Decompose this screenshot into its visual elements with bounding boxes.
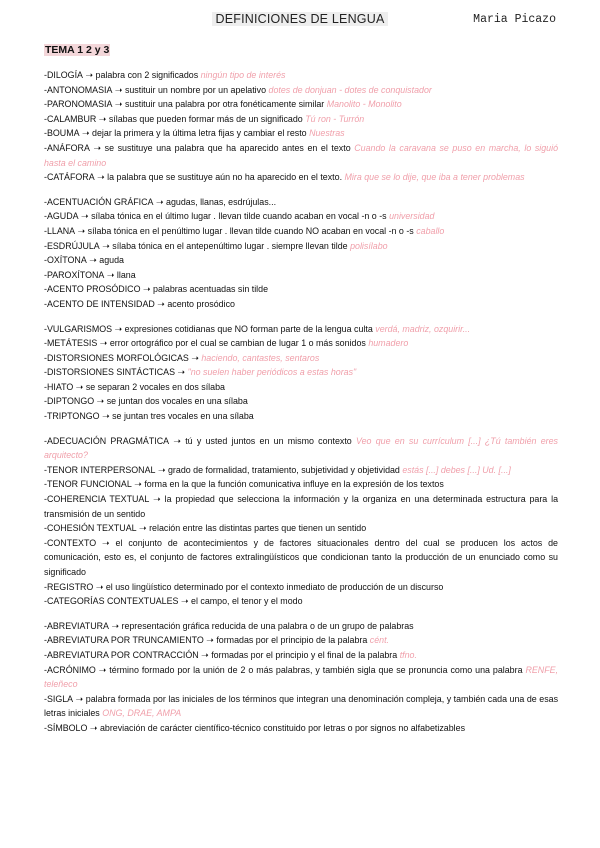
definition-entry xyxy=(44,594,558,609)
definition-example: dotes de donjuan - dotes de conquistador xyxy=(268,84,432,95)
definition-entry xyxy=(44,322,558,337)
definition-text: aguda xyxy=(99,255,124,266)
right-arrow-icon: ➝ xyxy=(95,664,110,675)
definition-term: -CONTEXTO xyxy=(44,537,97,548)
definition-text: tú y usted juntos en un mismo contexto xyxy=(185,435,352,446)
right-arrow-icon: ➝ xyxy=(79,128,93,139)
definition-group xyxy=(44,619,558,736)
definition-term: -ABREVIATURA POR TRUNCAMIENTO xyxy=(44,635,204,646)
definition-example: Veo que en su currículum [...] ¿Tú también eres arquitecto? xyxy=(44,435,558,461)
definition-term: -DISTORSIONES MORFOLÓGICAS xyxy=(44,352,189,363)
definition-entry xyxy=(44,619,558,634)
definition-entry xyxy=(44,83,558,98)
document-title: DEFINICIONES DE LENGUA xyxy=(0,12,600,26)
right-arrow-icon: ➝ xyxy=(82,70,96,80)
definition-sections xyxy=(44,68,558,736)
definition-entry xyxy=(44,692,558,721)
right-arrow-icon: ➝ xyxy=(178,596,192,607)
definition-text: la palabra que se sustituye aún no ha aparecido en el texto. xyxy=(107,172,343,183)
definition-term: -PARONOMASIA xyxy=(44,99,113,110)
definition-text: abreviación de carácter científico-técnico constituido por letras o por signos no alfabetizables xyxy=(99,722,466,733)
right-arrow-icon: ➝ xyxy=(140,284,154,295)
definition-term: -AGUDA xyxy=(44,211,79,222)
definition-entry xyxy=(44,580,558,595)
definition-example: ONG, DRAE, AMPA xyxy=(102,708,182,719)
right-arrow-icon: ➝ xyxy=(73,693,86,704)
definition-example: verdá, madriz, ozquirir... xyxy=(375,323,471,334)
definition-term: -TRIPTONGO xyxy=(44,411,100,422)
definition-text: agudas, llanas, esdrújulas... xyxy=(166,196,277,207)
definition-term: -CATÁFORA xyxy=(44,172,95,183)
definition-example: tfno. xyxy=(399,649,417,660)
definition-example: "no suelen haber periódicos a estas horas" xyxy=(187,367,357,378)
definition-entry xyxy=(44,492,558,521)
definition-entry xyxy=(44,434,558,463)
definition-group xyxy=(44,434,558,609)
right-arrow-icon: ➝ xyxy=(94,172,108,183)
definition-entry xyxy=(44,297,558,312)
definition-example: polisílabo xyxy=(350,240,388,251)
definition-text: llana xyxy=(116,269,136,280)
definition-term: -ADECUACIÓN PRAGMÁTICA xyxy=(44,435,170,446)
right-arrow-icon: ➝ xyxy=(78,211,92,222)
definition-entry xyxy=(44,97,558,112)
document-body xyxy=(44,44,558,746)
definition-term: -ACENTO DE INTENSIDAD xyxy=(44,298,155,309)
definition-term: -ABREVIATURA xyxy=(44,620,109,631)
definition-example: universidad xyxy=(389,211,435,222)
definition-term: -HIATO xyxy=(44,381,74,392)
definition-text: palabra con 2 significados xyxy=(95,70,199,80)
definition-entry xyxy=(44,365,558,380)
definition-term: -COHESIÓN TEXTUAL xyxy=(44,523,137,534)
definition-entry xyxy=(44,380,558,395)
definition-term: -PAROXÍTONA xyxy=(44,269,105,280)
definition-term: -DIPTONGO xyxy=(44,396,95,407)
definition-term: -COHERENCIA TEXTUAL xyxy=(44,494,150,505)
definition-entry xyxy=(44,224,558,239)
definition-entry xyxy=(44,112,558,127)
definition-text: el uso lingüístico determinado por el contexto inmediato de producción de un discurso xyxy=(105,581,444,592)
definition-text: representación gráfica reducida de una palabra o de un grupo de palabras xyxy=(121,620,414,631)
definition-entry xyxy=(44,170,558,185)
definition-text: sustituir un nombre por un apelativo xyxy=(124,84,267,95)
definition-term: -DILOGÍA xyxy=(44,70,83,80)
definition-entry xyxy=(44,633,558,648)
definition-group xyxy=(44,195,558,312)
definition-term: -SIGLA xyxy=(44,693,74,704)
definition-example: humadero xyxy=(368,338,409,349)
definition-text: palabras acentuadas sin tilde xyxy=(153,284,269,295)
definition-term: -SÍMBOLO xyxy=(44,722,88,733)
right-arrow-icon: ➝ xyxy=(112,84,125,95)
definition-term: -TENOR INTERPERSONAL xyxy=(44,464,156,475)
definition-text: acento prosódico xyxy=(167,298,235,309)
definition-entry xyxy=(44,521,558,536)
definition-entry xyxy=(44,268,558,283)
definition-term: -BOUMA xyxy=(44,128,80,139)
definition-text: palabra formada por las iniciales de los términos que integran una denominación compleja, y también cada una de esas letras iniciales xyxy=(44,693,559,719)
definition-term: -ANÁFORA xyxy=(44,142,90,153)
right-arrow-icon: ➝ xyxy=(97,338,110,349)
definition-entry xyxy=(44,195,558,210)
document-author: Maria Picazo xyxy=(473,13,556,26)
right-arrow-icon: ➝ xyxy=(149,494,165,505)
definition-text: el campo, el tenor y el modo xyxy=(191,596,303,607)
definition-example: Manolito - Monolito xyxy=(326,99,402,110)
definition-entry xyxy=(44,409,558,424)
definition-term: -DISTORSIONES SINTÁCTICAS xyxy=(44,367,176,378)
definition-text: formadas por el principio de la palabra xyxy=(216,635,368,646)
definition-entry xyxy=(44,463,558,478)
right-arrow-icon: ➝ xyxy=(169,435,186,446)
right-arrow-icon: ➝ xyxy=(96,113,109,124)
definition-entry xyxy=(44,721,558,736)
right-arrow-icon: ➝ xyxy=(87,722,100,733)
definition-entry xyxy=(44,336,558,351)
definition-text: forma en la que la función comunicativa influye en la expresión de los textos xyxy=(144,479,444,490)
definition-entry xyxy=(44,663,558,692)
definition-example: Nuestras xyxy=(309,128,345,139)
definition-entry xyxy=(44,239,558,254)
definition-term: -VULGARISMOS xyxy=(44,323,113,334)
right-arrow-icon: ➝ xyxy=(75,225,88,236)
definition-example: estás [...] debes [...] Ud. [...] xyxy=(402,464,511,475)
definition-term: -REGISTRO xyxy=(44,581,94,592)
definition-entry xyxy=(44,477,558,492)
definition-entry xyxy=(44,351,558,366)
definition-example: haciendo, cantastes, sentaros xyxy=(201,352,320,363)
right-arrow-icon: ➝ xyxy=(86,255,100,266)
right-arrow-icon: ➝ xyxy=(93,581,106,592)
definition-term: -ESDRÚJULA xyxy=(44,240,100,251)
right-arrow-icon: ➝ xyxy=(154,298,168,309)
definition-entry xyxy=(44,209,558,224)
right-arrow-icon: ➝ xyxy=(112,323,125,334)
definition-entry xyxy=(44,141,558,170)
definition-text: sílaba tónica en el último lugar . llevan tilde cuando acaban en vocal -n o -s xyxy=(91,211,387,222)
right-arrow-icon: ➝ xyxy=(99,411,113,422)
definition-group xyxy=(44,322,558,424)
definition-term: -CALAMBUR xyxy=(44,113,97,124)
definition-example: Mira que se lo dije, que iba a tener problemas xyxy=(344,172,525,183)
definition-text: se sustituye una palabra que ha aparecido antes en el texto xyxy=(104,142,351,153)
right-arrow-icon: ➝ xyxy=(73,381,86,392)
definition-text: grado de formalidad, tratamiento, subjetividad y objetividad xyxy=(168,464,400,475)
right-arrow-icon: ➝ xyxy=(188,352,202,363)
definition-text: relación entre las distintas partes que tienen un sentido xyxy=(149,523,367,534)
definition-group xyxy=(44,68,558,185)
definition-term: -CATEGORÍAS CONTEXTUALES xyxy=(44,596,179,607)
section-heading: TEMA 1 2 y 3 xyxy=(45,44,110,56)
definition-text: sílaba tónica en el antepenúltimo lugar . siempre llevan tilde xyxy=(112,240,348,251)
definition-example: Tú ron - Turrón xyxy=(305,113,365,124)
definition-text: expresiones cotidianas que NO forman parte de la lengua culta xyxy=(124,323,373,334)
definition-text: se separan 2 vocales en dos sílaba xyxy=(85,381,225,392)
definition-text: formadas por el principio y el final de la palabra xyxy=(211,649,398,660)
right-arrow-icon: ➝ xyxy=(99,240,113,251)
definition-example: cént. xyxy=(369,635,390,646)
definition-example: RENFE, teleñeco xyxy=(44,664,559,690)
right-arrow-icon: ➝ xyxy=(203,635,217,646)
definition-entry xyxy=(44,282,558,297)
definition-entry xyxy=(44,253,558,268)
definition-text: dejar la primera y la última letra fijas y cambiar el resto xyxy=(92,128,307,139)
definition-entry xyxy=(44,68,558,83)
definition-term: -ACENTUACIÓN GRÁFICA xyxy=(44,196,154,207)
definition-example: caballo xyxy=(416,225,445,236)
right-arrow-icon: ➝ xyxy=(96,537,116,548)
definition-text: sustituir una palabra por otra fonéticamente similar xyxy=(124,99,325,110)
right-arrow-icon: ➝ xyxy=(131,479,145,490)
definition-text: la propiedad que selecciona la información y la organiza en una determinada estructura para la transmisión de un sentido xyxy=(44,494,559,519)
right-arrow-icon: ➝ xyxy=(94,396,107,407)
right-arrow-icon: ➝ xyxy=(198,649,212,660)
definition-text: el conjunto de acontecimientos y de factores situacionales dentro del cual se producen los actos de comunicación, esto es, el conjunto de factores extralingüísticos que condicionan tanto la producción de un enunciado como su significado xyxy=(44,537,558,577)
definition-text: sílabas que pueden formar más de un significado xyxy=(108,113,303,124)
definition-term: -LLANA xyxy=(44,225,76,236)
definition-text: error ortográfico por el cual se cambian de lugar 1 o más sonidos xyxy=(109,338,366,349)
right-arrow-icon: ➝ xyxy=(89,142,105,153)
definition-entry xyxy=(44,394,558,409)
right-arrow-icon: ➝ xyxy=(112,99,125,110)
definition-example: Cuando la caravana se puso en marcha, lo siguió hasta el camino xyxy=(44,142,559,168)
definition-term: -METÁTESIS xyxy=(44,338,98,349)
definition-example: ningún tipo de interés xyxy=(200,70,286,80)
right-arrow-icon: ➝ xyxy=(104,269,117,280)
definition-term: -ABREVIATURA POR CONTRACCIÓN xyxy=(44,649,199,660)
definition-text: se juntan dos vocales en una sílaba xyxy=(106,396,248,407)
definition-entry xyxy=(44,536,558,580)
definition-text: se juntan tres vocales en una sílaba xyxy=(112,411,254,422)
definition-text: término formado por la unión de 2 o más palabras, y también sigla que se pronuncia como una palabra xyxy=(109,664,523,675)
definition-entry xyxy=(44,126,558,141)
definition-term: -OXÍTONA xyxy=(44,255,87,266)
definition-text: sílaba tónica en el penúltimo lugar . llevan tilde cuando NO acaban en vocal -n o -s xyxy=(87,225,414,236)
right-arrow-icon: ➝ xyxy=(153,196,167,207)
right-arrow-icon: ➝ xyxy=(155,464,168,475)
right-arrow-icon: ➝ xyxy=(108,620,122,631)
right-arrow-icon: ➝ xyxy=(136,523,150,534)
definition-term: -ACENTO PROSÓDICO xyxy=(44,284,141,295)
definition-term: -ANTONOMASIA xyxy=(44,84,113,95)
right-arrow-icon: ➝ xyxy=(175,367,188,378)
definition-term: -ACRÓNIMO xyxy=(44,664,96,675)
definition-entry xyxy=(44,648,558,663)
definition-term: -TENOR FUNCIONAL xyxy=(44,479,132,490)
